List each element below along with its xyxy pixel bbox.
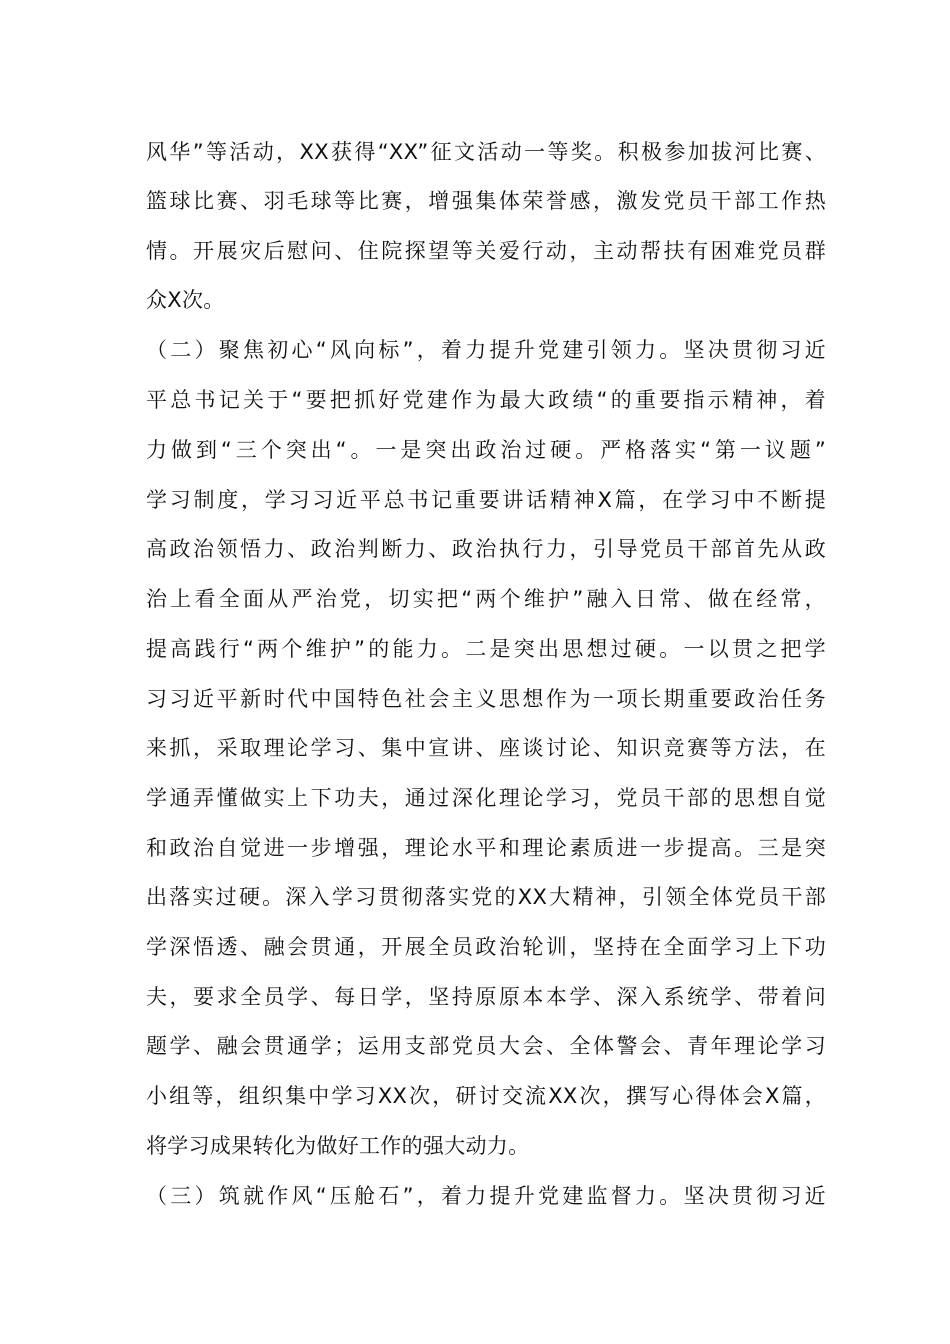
text-line: 出落实过硬。深入学习贯彻落实党的XX大精神，引领全体党员干部 bbox=[146, 885, 826, 909]
text-line: 高政治领悟力、政治判断力、政治执行力，引导党员干部首先从政 bbox=[146, 537, 826, 561]
text-line: 风华”等活动，XX获得“XX”征文活动一等奖。积极参加拔河比赛、 bbox=[146, 140, 826, 164]
text-line: 题学、融会贯通学；运用支部党员大会、全体警会、青年理论学习 bbox=[146, 1034, 826, 1058]
paragraph-3-heading-line: （三）筑就作风“压舱石”，着力提升党建监督力。坚决贯彻习近 bbox=[146, 1184, 826, 1208]
text-line: 夫，要求全员学、每日学，坚持原原本本学、深入系统学、带着问 bbox=[146, 985, 826, 1009]
text-line: 力做到“三个突出“。一是突出政治过硬。严格落实“第一议题” bbox=[146, 438, 826, 462]
text-line: 习习近平新时代中国特色社会主义思想作为一项长期重要政治任务 bbox=[146, 687, 826, 711]
text-line: 治上看全面从严治党，切实把“两个维护”融入日常、做在经常， bbox=[146, 587, 826, 611]
text-line: 小组等，组织集中学习XX次，研讨交流XX次，撰写心得体会X篇， bbox=[146, 1084, 826, 1108]
text-line: 众X次。 bbox=[146, 288, 225, 312]
paragraph-2-heading-line: （二）聚焦初心“风向标”，着力提升党建引领力。坚决贯彻习近 bbox=[146, 338, 826, 362]
text-line: 将学习成果转化为做好工作的强大动力。 bbox=[146, 1134, 530, 1158]
text-line: 学深悟透、融会贯通，开展全员政治轮训，坚持在全面学习上下功 bbox=[146, 935, 826, 959]
text-line: 平总书记关于“要把抓好党建作为最大政绩“的重要指示精神，着 bbox=[146, 388, 826, 412]
text-line: 和政治自觉进一步增强，理论水平和理论素质进一步提高。三是突 bbox=[146, 836, 826, 860]
text-line: 学习制度，学习习近平总书记重要讲话精神X篇，在学习中不断提 bbox=[146, 488, 826, 512]
text-line: 情。开展灾后慰问、住院探望等关爱行动，主动帮扶有困难党员群 bbox=[146, 239, 826, 263]
text-line: 篮球比赛、羽毛球等比赛，增强集体荣誉感，激发党员干部工作热 bbox=[146, 189, 826, 213]
text-line: 学通弄懂做实上下功夫，通过深化理论学习，党员干部的思想自觉 bbox=[146, 786, 826, 810]
text-line: 来抓，采取理论学习、集中宣讲、座谈讨论、知识竞赛等方法，在 bbox=[146, 736, 826, 760]
text-line: 提高践行“两个维护”的能力。二是突出思想过硬。一以贯之把学 bbox=[146, 637, 826, 661]
